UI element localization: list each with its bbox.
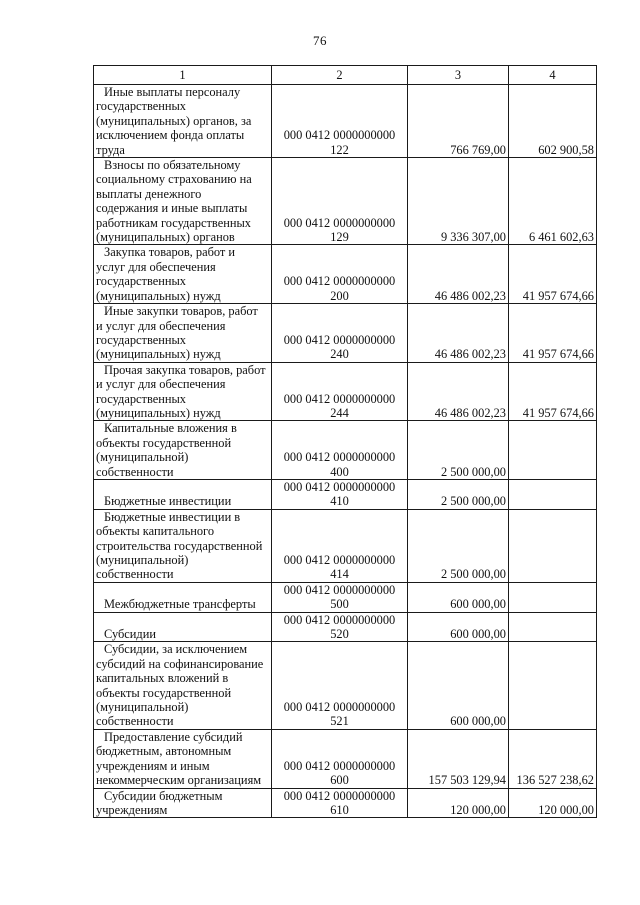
row-name-first-line: Закупка товаров, работ и: [104, 245, 236, 260]
row-name-first-line: Прочая закупка товаров, работ: [104, 362, 266, 377]
row-code-line2: 500: [330, 597, 349, 612]
row-amount-col3: 120 000,00: [408, 788, 509, 818]
row-code-line2: 410: [330, 494, 349, 509]
row-amount-col4: [509, 582, 597, 612]
row-name-first-line: Взносы по обязательному: [104, 158, 241, 173]
row-code-line1: 000 0412 0000000000: [283, 128, 396, 143]
row-name-line: бюджетным, автономным: [96, 744, 232, 759]
row-name-line: (муниципальных) органов: [96, 230, 235, 245]
row-name-first-line: Субсидии: [104, 627, 156, 642]
row-name-line: некоммерческим организациям: [96, 773, 262, 788]
row-amount-col3: 600 000,00: [408, 642, 509, 729]
row-amount-col4: [509, 421, 597, 480]
row-code-cell: [272, 85, 408, 158]
table-row: [94, 509, 597, 582]
row-code-cell: [272, 245, 408, 304]
row-name-first-line: Предоставление субсидий: [104, 729, 243, 744]
row-name-cell: [94, 479, 272, 509]
header-cell-1: 1: [94, 66, 272, 85]
row-code-cell: [272, 421, 408, 480]
row-amount-col3: 2 500 000,00: [408, 421, 509, 480]
row-name-cell: [94, 421, 272, 480]
row-name-line: выплаты денежного: [96, 186, 202, 201]
row-name-line: объекты капитального: [96, 524, 215, 539]
row-code-cell: [272, 362, 408, 421]
row-code-line2: 414: [330, 567, 349, 582]
row-name-line: (муниципальных) нужд: [96, 288, 221, 303]
row-amount-col4: [509, 612, 597, 642]
row-code-cell: [272, 582, 408, 612]
row-code-line1: 000 0412 0000000000: [283, 758, 396, 773]
row-name-line: собственности: [96, 714, 174, 729]
table-row: [94, 421, 597, 480]
row-name-line: услуг для обеспечения: [96, 259, 216, 274]
row-code-cell: [272, 612, 408, 642]
row-name-line: социальному страхованию на: [96, 172, 252, 187]
row-name-cell: [94, 788, 272, 818]
row-code-line2: 400: [330, 464, 349, 479]
row-amount-col3: 766 769,00: [408, 85, 509, 158]
row-name-line: (муниципальной): [96, 450, 189, 465]
row-code-line1: 000 0412 0000000000: [283, 391, 396, 406]
row-amount-col3: 2 500 000,00: [408, 479, 509, 509]
row-code-cell: [272, 479, 408, 509]
row-name-cell: [94, 158, 272, 245]
row-name-line: работникам государственных: [96, 215, 251, 230]
row-code-line1: 000 0412 0000000000: [283, 479, 396, 494]
row-name-first-line: Межбюджетные трансферты: [104, 597, 256, 612]
row-code-cell: [272, 304, 408, 363]
row-name-line: капитальных вложений в: [96, 671, 229, 686]
row-code-line1: 000 0412 0000000000: [283, 553, 396, 567]
row-name-line: и услуг для обеспечения: [96, 377, 226, 392]
row-name-first-line: Капитальные вложения в: [104, 421, 237, 436]
row-amount-col4: [509, 509, 597, 582]
row-name-line: объекты государственной: [96, 685, 232, 700]
row-amount-col4: [509, 479, 597, 509]
row-amount-col3: 9 336 307,00: [408, 158, 509, 245]
row-code-line1: 000 0412 0000000000: [283, 700, 396, 715]
header-cell-3: 3: [408, 66, 509, 85]
row-name-line: собственности: [96, 567, 174, 582]
row-name-cell: [94, 85, 272, 158]
row-amount-col3: 157 503 129,94: [408, 729, 509, 788]
row-name-line: (муниципальной): [96, 553, 189, 567]
row-code-cell: [272, 158, 408, 245]
row-name-line: содержания и иные выплаты: [96, 201, 248, 216]
row-name-line: (муниципальных) органов, за: [96, 113, 252, 128]
page-number: 76: [313, 33, 327, 48]
row-code-cell: [272, 509, 408, 582]
row-name-first-line: Бюджетные инвестиции в: [104, 509, 241, 524]
row-amount-col4: [509, 642, 597, 729]
row-code-line2: 521: [330, 714, 349, 729]
table-row: [94, 158, 597, 245]
row-name-line: учреждениям и иным: [96, 758, 210, 773]
row-name-line: государственных: [96, 274, 187, 289]
row-name-cell: [94, 509, 272, 582]
table-row: [94, 479, 597, 509]
row-code-line1: 000 0412 0000000000: [283, 450, 396, 465]
row-name-line: объекты государственной: [96, 435, 232, 450]
row-name-cell: [94, 729, 272, 788]
row-name-line: строительства государственной: [96, 538, 263, 553]
row-code-line2: 244: [330, 405, 349, 420]
row-amount-col4: 41 957 674,66: [509, 362, 597, 421]
row-name-line: государственных: [96, 391, 187, 406]
row-code-cell: [272, 788, 408, 818]
header-cell-4: 4: [509, 66, 597, 85]
row-code-cell: [272, 642, 408, 729]
row-name-line: государственных: [96, 332, 187, 347]
table-row: [94, 304, 597, 363]
row-code-line1: 000 0412 0000000000: [283, 274, 396, 289]
row-name-cell: [94, 642, 272, 729]
row-name-line: субсидий на софинансирование: [96, 656, 264, 671]
row-name-first-line: Субсидии, за исключением: [104, 642, 248, 657]
row-name-line: учреждениям: [96, 802, 168, 817]
table-row: [94, 245, 597, 304]
row-amount-col3: 46 486 002,23: [408, 362, 509, 421]
row-name-cell: [94, 582, 272, 612]
row-amount-col3: 2 500 000,00: [408, 509, 509, 582]
row-name-line: собственности: [96, 464, 174, 479]
row-code-line1: 000 0412 0000000000: [283, 332, 396, 347]
row-name-first-line: Субсидии бюджетным: [104, 788, 223, 803]
table-row: [94, 362, 597, 421]
row-code-line2: 200: [330, 288, 349, 303]
row-code-line1: 000 0412 0000000000: [283, 215, 396, 230]
row-name-line: государственных: [96, 99, 187, 114]
row-name-line: (муниципальных) нужд: [96, 347, 221, 362]
row-code-line2: 129: [330, 230, 349, 245]
header-cell-2: 2: [272, 66, 408, 85]
row-amount-col3: 46 486 002,23: [408, 304, 509, 363]
row-name-cell: [94, 304, 272, 363]
header-row: [94, 66, 597, 85]
table-row: [94, 788, 597, 818]
row-amount-col4: 6 461 602,63: [509, 158, 597, 245]
row-code-line2: 520: [330, 627, 349, 642]
row-amount-col3: 46 486 002,23: [408, 245, 509, 304]
table-row: [94, 582, 597, 612]
row-amount-col3: 600 000,00: [408, 582, 509, 612]
row-code-line2: 610: [330, 802, 349, 817]
row-amount-col4: 602 900,58: [509, 85, 597, 158]
row-code-line1: 000 0412 0000000000: [283, 582, 396, 597]
row-amount-col4: 41 957 674,66: [509, 304, 597, 363]
table-row: [94, 85, 597, 158]
row-name-first-line: Иные выплаты персоналу: [104, 85, 241, 99]
row-code-line2: 600: [330, 773, 349, 788]
row-name-line: (муниципальной): [96, 700, 189, 715]
row-code-cell: [272, 729, 408, 788]
row-amount-col3: 600 000,00: [408, 612, 509, 642]
row-amount-col4: 41 957 674,66: [509, 245, 597, 304]
row-name-line: труда: [96, 142, 125, 157]
table-row: [94, 642, 597, 729]
row-code-line2: 240: [330, 347, 349, 362]
row-name-line: исключением фонда оплаты: [96, 128, 245, 143]
row-name-cell: [94, 362, 272, 421]
row-amount-col4: 136 527 238,62: [509, 729, 597, 788]
row-name-cell: [94, 245, 272, 304]
budget-table: [93, 65, 597, 818]
row-code-line1: 000 0412 0000000000: [283, 612, 396, 627]
table-row: [94, 612, 597, 642]
row-name-cell: [94, 612, 272, 642]
row-amount-col4: 120 000,00: [509, 788, 597, 818]
row-code-line1: 000 0412 0000000000: [283, 788, 396, 803]
row-name-first-line: Иные закупки товаров, работ: [104, 304, 258, 319]
table-row: [94, 729, 597, 788]
row-name-line: и услуг для обеспечения: [96, 318, 226, 333]
row-name-line: (муниципальных) нужд: [96, 405, 221, 420]
row-code-line2: 122: [330, 142, 349, 157]
row-name-first-line: Бюджетные инвестиции: [104, 494, 232, 509]
